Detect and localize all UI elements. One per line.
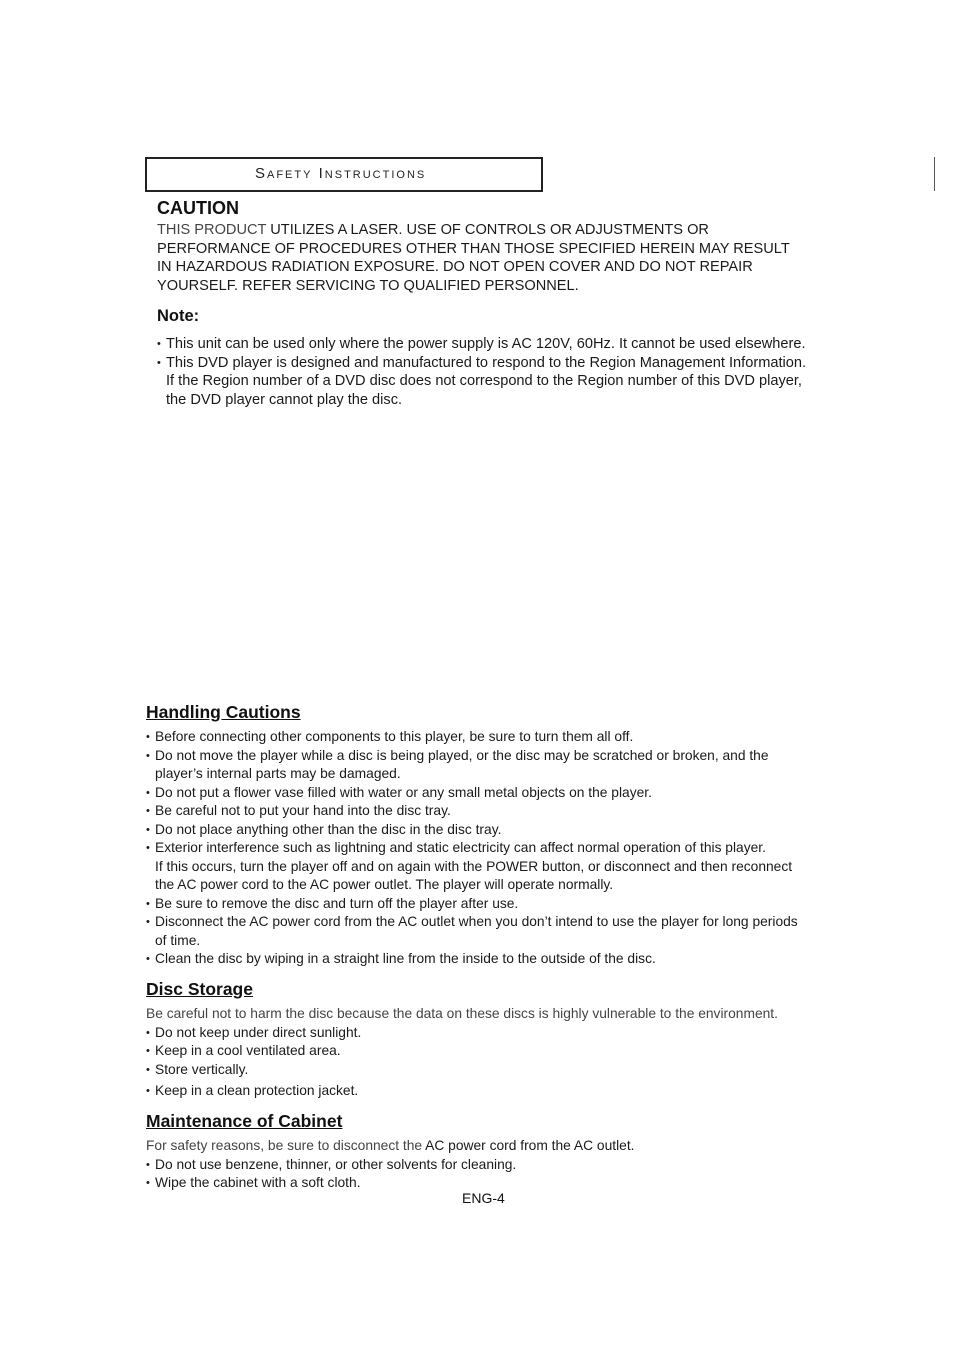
note-heading: Note: <box>157 307 200 325</box>
handling-item: • Disconnect the AC power cord from the AC outlet when you don’t intend to use the player for long periods of time. <box>146 913 806 950</box>
page-number: ENG-4 <box>462 1190 505 1206</box>
maintenance-item: • Wipe the cabinet with a soft cloth. <box>146 1174 806 1193</box>
maintenance-intro-lead: For safety reasons, be sure to disconnect the <box>146 1138 423 1153</box>
note-list <box>157 335 817 372</box>
handling-list-continued <box>146 895 806 969</box>
storage-item: • Keep in a cool ventilated area. <box>146 1042 806 1061</box>
caution-section <box>157 198 807 295</box>
handling-item: • Be careful not to put your hand into the disc tray. <box>146 802 806 821</box>
maintenance-intro <box>146 1137 806 1156</box>
maintenance-section <box>146 1111 806 1193</box>
storage-list <box>146 1024 806 1101</box>
storage-item: • Store vertically. <box>146 1061 806 1080</box>
storage-heading: Disc Storage <box>146 979 253 999</box>
maintenance-heading: Maintenance of Cabinet <box>146 1111 343 1131</box>
handling-item: • Do not place anything other than the disc in the disc tray. <box>146 821 806 840</box>
maintenance-intro-rest: AC power cord from the AC outlet. <box>422 1138 635 1153</box>
note-item: • This DVD player is designed and manufactured to respond to the Region Management Information. <box>157 354 817 373</box>
section-title: Safety Instructions <box>255 165 427 182</box>
handling-heading: Handling Cautions <box>146 702 301 722</box>
storage-section <box>146 979 806 1101</box>
storage-item: • Do not keep under direct sunlight. <box>146 1024 806 1043</box>
maintenance-item: • Do not use benzene, thinner, or other solvents for cleaning. <box>146 1156 806 1175</box>
caution-text <box>157 221 807 295</box>
handling-item: • Clean the disc by wiping in a straight line from the inside to the outside of the disc. <box>146 950 806 969</box>
note-continuation: If the Region number of a DVD disc does not correspond to the Region number of this DVD player, the DVD player cannot play the disc. <box>166 373 802 408</box>
handling-item: • Exterior interference such as lightning and static electricity can affect normal operation of this player. <box>146 839 806 858</box>
maintenance-list <box>146 1156 806 1193</box>
section-header-box <box>145 157 543 192</box>
storage-item: • Keep in a clean protection jacket. <box>146 1082 806 1101</box>
caution-heading: CAUTION <box>157 198 239 218</box>
note-section <box>157 307 817 409</box>
handling-item: • Be sure to remove the disc and turn off the player after use. <box>146 895 806 914</box>
margin-rule <box>934 157 935 191</box>
handling-item: • Do not move the player while a disc is being played, or the disc may be scratched or broken, and the player’s internal parts may be damaged. <box>146 747 806 784</box>
caution-body: UTILIZES A LASER. USE OF CONTROLS OR ADJUSTMENTS OR PERFORMANCE OF PROCEDURES OTHER THAN THOSE SPECIFIED HEREIN MAY RESULT IN HAZARDOUS RADIATION EXPOSURE. DO NOT OPEN COVER AND DO NOT REPAIR YOURSELF. REFER SERVICING TO QUALIFIED PERSONNEL. <box>157 222 790 294</box>
handling-continuation: If this occurs, turn the player off and on again with the POWER button, or disconnect and then reconnect the AC power cord to the AC power outlet. The player will operate normally. <box>155 858 793 892</box>
handling-list <box>146 728 806 858</box>
storage-intro: Be careful not to harm the disc because the data on these discs is highly vulnerable to the environment. <box>146 1006 778 1021</box>
handling-item: • Before connecting other components to this player, be sure to turn them all off. <box>146 728 806 747</box>
handling-section <box>146 702 806 969</box>
note-item: • This unit can be used only where the power supply is AC 120V, 60Hz. It cannot be used elsewhere. <box>157 335 817 354</box>
caution-lead: THIS PRODUCT <box>157 222 267 238</box>
handling-item: • Do not put a flower vase filled with water or any small metal objects on the player. <box>146 784 806 803</box>
